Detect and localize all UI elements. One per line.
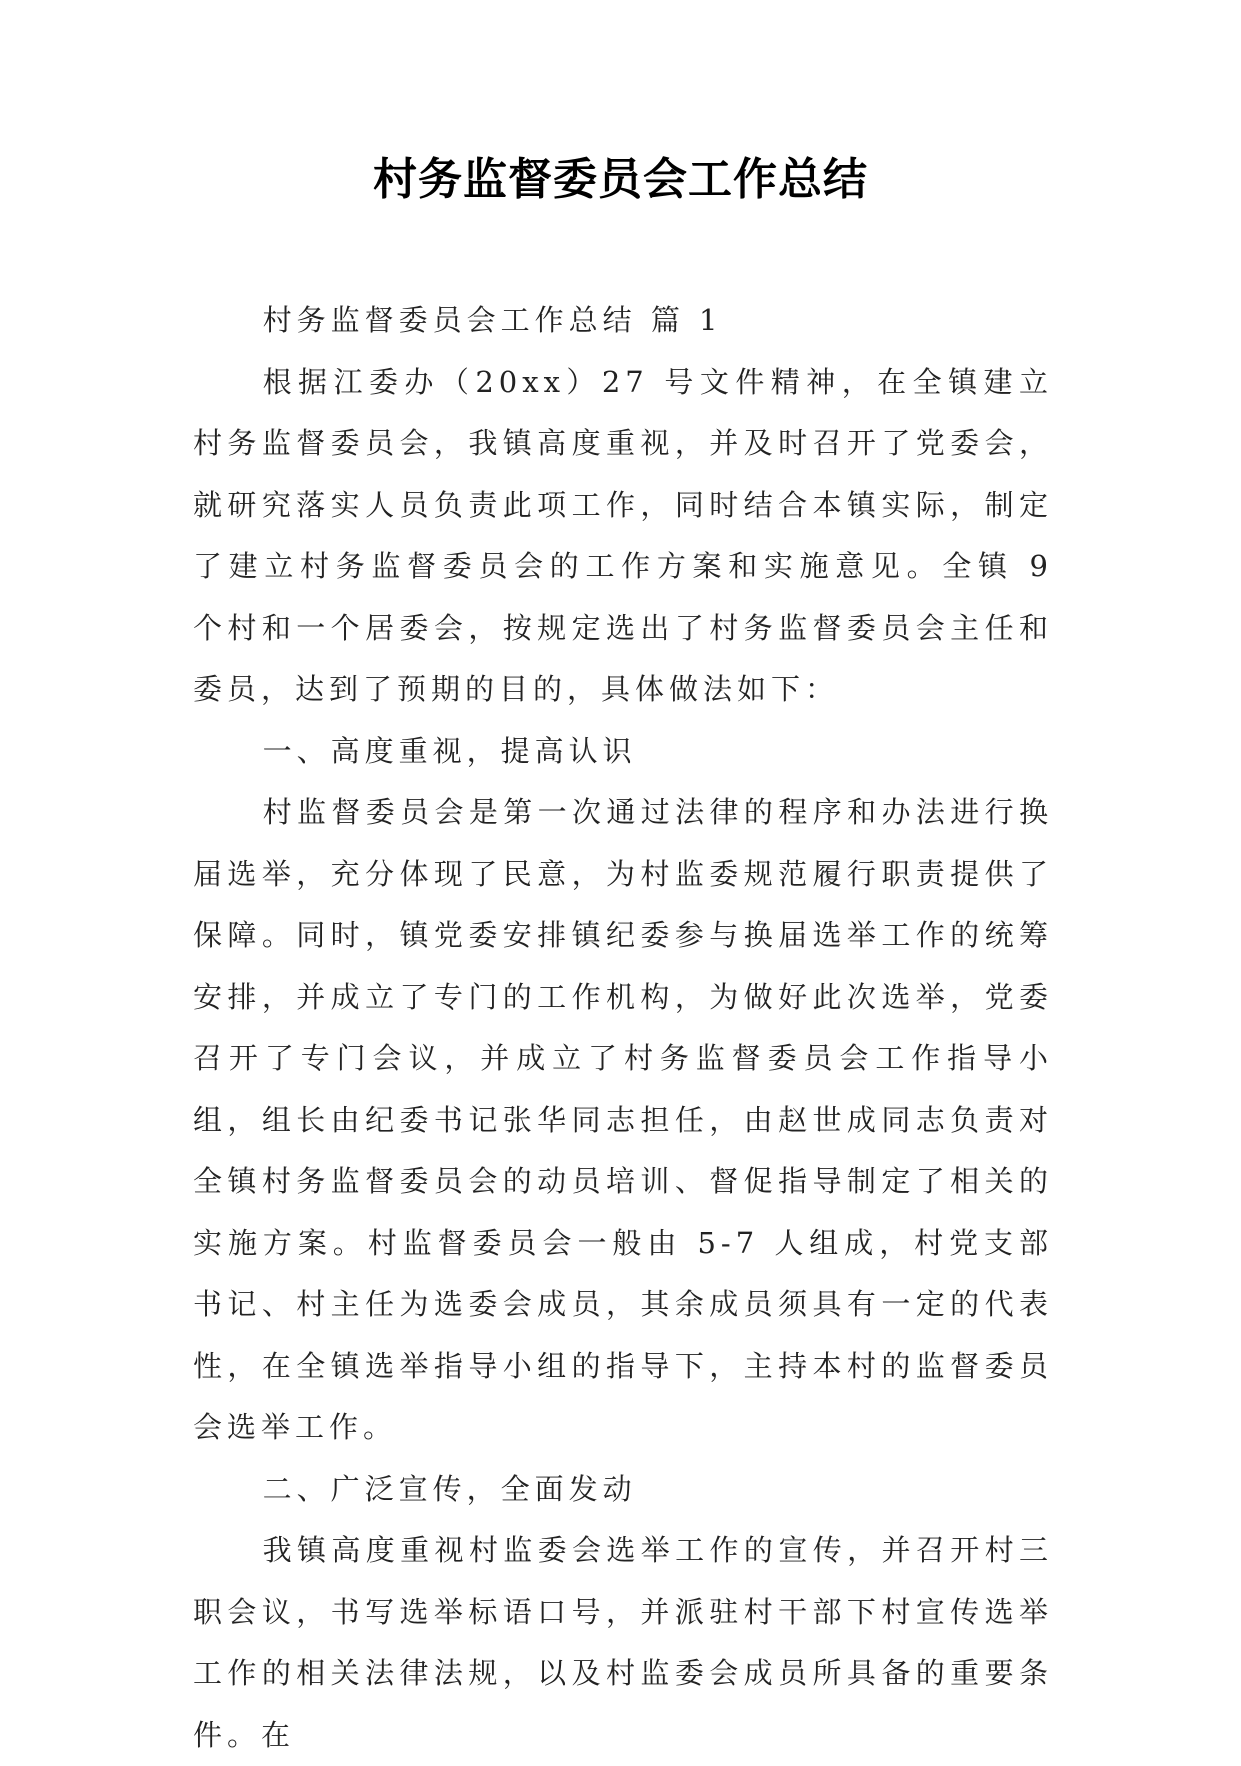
paragraph-intro: 根据江委办（20xx）27 号文件精神，在全镇建立村务监督委员会，我镇高度重视，并及时召开了党委会，就研究落实人员负责此项工作，同时结合本镇实际，制定了建立村务监督委员会的工作方案和实施意见。全镇 9 个村和一个居委会，按规定选出了村务监督委员会主任和委员，达到了预期的目的，具体做法如下： <box>193 364 1053 706</box>
paragraph-one: 村监督委员会是第一次通过法律的程序和办法进行换届选举，充分体现了民意，为村监委规范履行职责提供了保障。同时，镇党委安排镇纪委参与换届选举工作的统筹安排，并成立了专门的工作机构，为做好此次选举，党委召开了专门会议，并成立了村务监督委员会工作指导小组，组长由纪委书记张华同志担任，由赵世成同志负责对全镇村务监督委员会的动员培训、督促指导制定了相关的实施方案。村监督委员会一般由 5-7 人组成，村党支部书记、村主任为选委会成员，其余成员须具有一定的代表性，在全镇选举指导小组的指导下，主持本村的监督委员会选举工作。 <box>193 795 1053 1444</box>
document-title: 村务监督委员会工作总结 <box>373 154 868 205</box>
paragraph-two: 我镇高度重视村监委会选举工作的宣传，并召开村三职会议，书写选举标语口号，并派驻村干部下村宣传选举工作的相关法律法规，以及村监委会成员所具备的重要条件。在 <box>193 1533 1053 1752</box>
document-body <box>193 290 1053 1766</box>
subheading-two: 二、广泛宣传，全面发动 <box>262 1471 637 1506</box>
section-heading: 村务监督委员会工作总结 篇 1 <box>262 303 723 337</box>
subheading-one: 一、高度重视，提高认识 <box>262 733 637 768</box>
